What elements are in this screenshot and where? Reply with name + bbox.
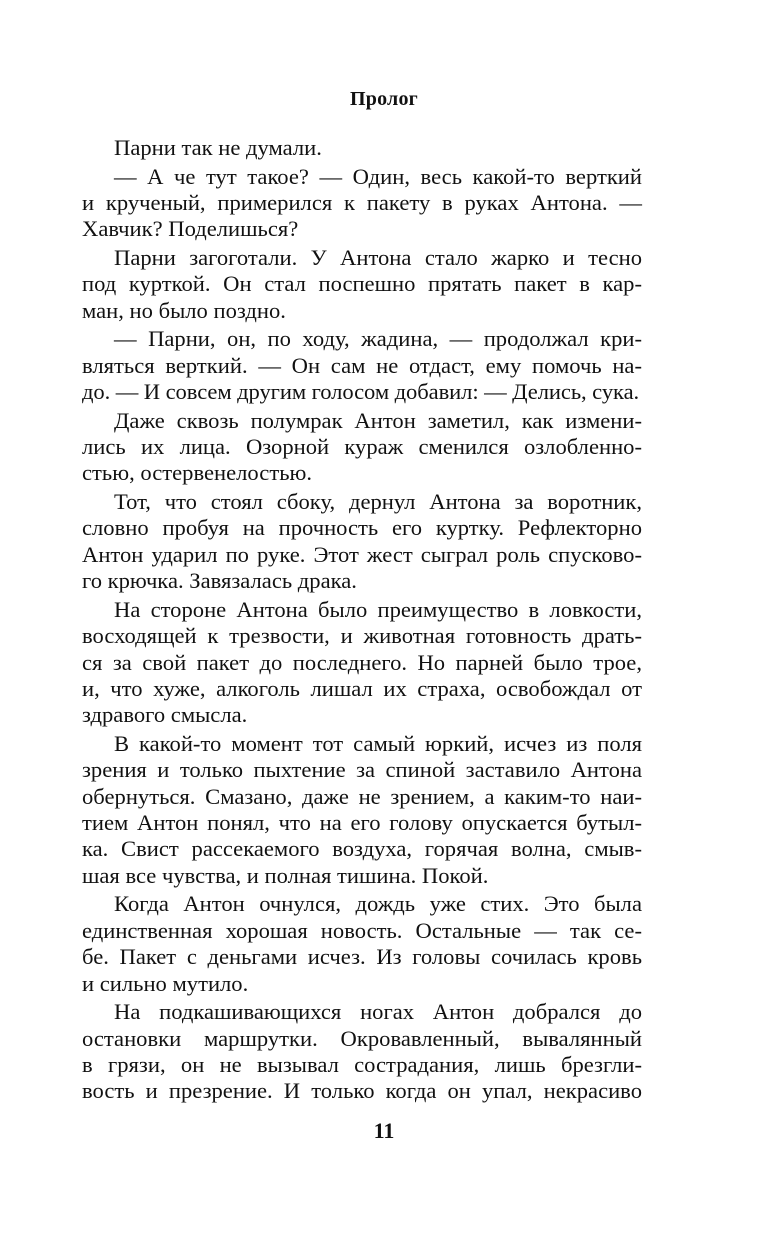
- text-line: восходящей к трезвости, и животная готовность драть-: [82, 623, 642, 649]
- text-line: стью, остервенелостью.: [82, 460, 313, 486]
- text-line: зрения и только пыхтение за спиной заставило Антона: [82, 757, 642, 783]
- paragraph: [82, 597, 642, 729]
- text-line: ман, но было поздно.: [82, 297, 286, 323]
- text-line: тием Антон понял, что на его голову опускается бутыл-: [82, 810, 642, 836]
- text-line: — А че тут такое? — Один, весь какой-то верткий: [114, 163, 642, 189]
- text-line: Парни так не думали.: [114, 135, 322, 160]
- text-line: и, что хуже, алкоголь лишал их страха, освобождал от: [82, 675, 642, 701]
- text-line: — Парни, он, по ходу, жадина, — продолжал кри-: [114, 326, 642, 352]
- text-line: под курткой. Он стал поспешно прятать пакет в кар-: [82, 271, 642, 297]
- paragraph: [82, 999, 642, 1105]
- text-line: Парни загоготали. У Антона стало жарко и тесно: [114, 244, 642, 270]
- text-line: На стороне Антона было преимущество в ловкости,: [114, 596, 642, 622]
- paragraph: [82, 164, 642, 243]
- paragraph: [82, 489, 642, 595]
- chapter-title: Пролог: [350, 88, 418, 110]
- text-line: здравого смысла.: [82, 702, 248, 728]
- paragraph: [82, 891, 642, 997]
- text-line: вляться верткий. — Он сам не отдаст, ему помочь на-: [82, 352, 642, 378]
- text-line: и крученый, примерился к пакету в руках Антона. —: [82, 189, 642, 215]
- text-line: единственная хорошая новость. Остальные — так се-: [82, 917, 642, 943]
- text-line: го крючка. Завязалась драка.: [82, 568, 357, 594]
- text-line: Даже сквозь полумрак Антон заметил, как измени-: [114, 407, 642, 433]
- text-line: На подкашивающихся ногах Антон добрался до: [114, 999, 642, 1025]
- text-line: шая все чувства, и полная тишина. Покой.: [82, 862, 489, 888]
- page-number: 11: [373, 1118, 395, 1143]
- body-text: [82, 135, 642, 1105]
- paragraph: [82, 408, 642, 487]
- text-line: в грязи, он не вызывал сострадания, лишь брезгли-: [82, 1051, 642, 1077]
- text-line: обернуться. Смазано, даже не зрением, а каким-то наи-: [82, 783, 642, 809]
- text-line: лись их лица. Озорной кураж сменился озлобленно-: [82, 434, 642, 460]
- paragraph: [82, 731, 642, 889]
- paragraph: [82, 245, 642, 324]
- text-line: Тот, что стоял сбоку, дернул Антона за воротник,: [114, 489, 642, 515]
- text-line: Антон ударил по руке. Этот жест сыграл роль спусково-: [82, 541, 642, 567]
- text-line: ся за свой пакет до последнего. Но парней было трое,: [82, 649, 642, 675]
- paragraph: [82, 135, 642, 161]
- text-line: словно пробуя на прочность его куртку. Рефлекторно: [82, 515, 642, 541]
- text-line: ка. Свист рассекаемого воздуха, горячая волна, смыв-: [82, 836, 642, 862]
- text-line: Хавчик? Поделишься?: [82, 216, 299, 242]
- text-line: В какой-то момент тот самый юркий, исчез из поля: [114, 730, 642, 756]
- text-line: Когда Антон очнулся, дождь уже стих. Это была: [114, 891, 642, 917]
- text-line: и сильно мутило.: [82, 970, 249, 996]
- paragraph: [82, 326, 642, 405]
- text-line: остановки маршрутки. Окровавленный, вывалянный: [82, 1025, 642, 1051]
- text-line: вость и презрение. И только когда он упал, некрасиво: [82, 1078, 642, 1104]
- text-line: бе. Пакет с деньгами исчез. Из головы сочилась кровь: [82, 944, 642, 970]
- text-line: до. — И совсем другим голосом добавил: — Делись, сука.: [82, 379, 640, 405]
